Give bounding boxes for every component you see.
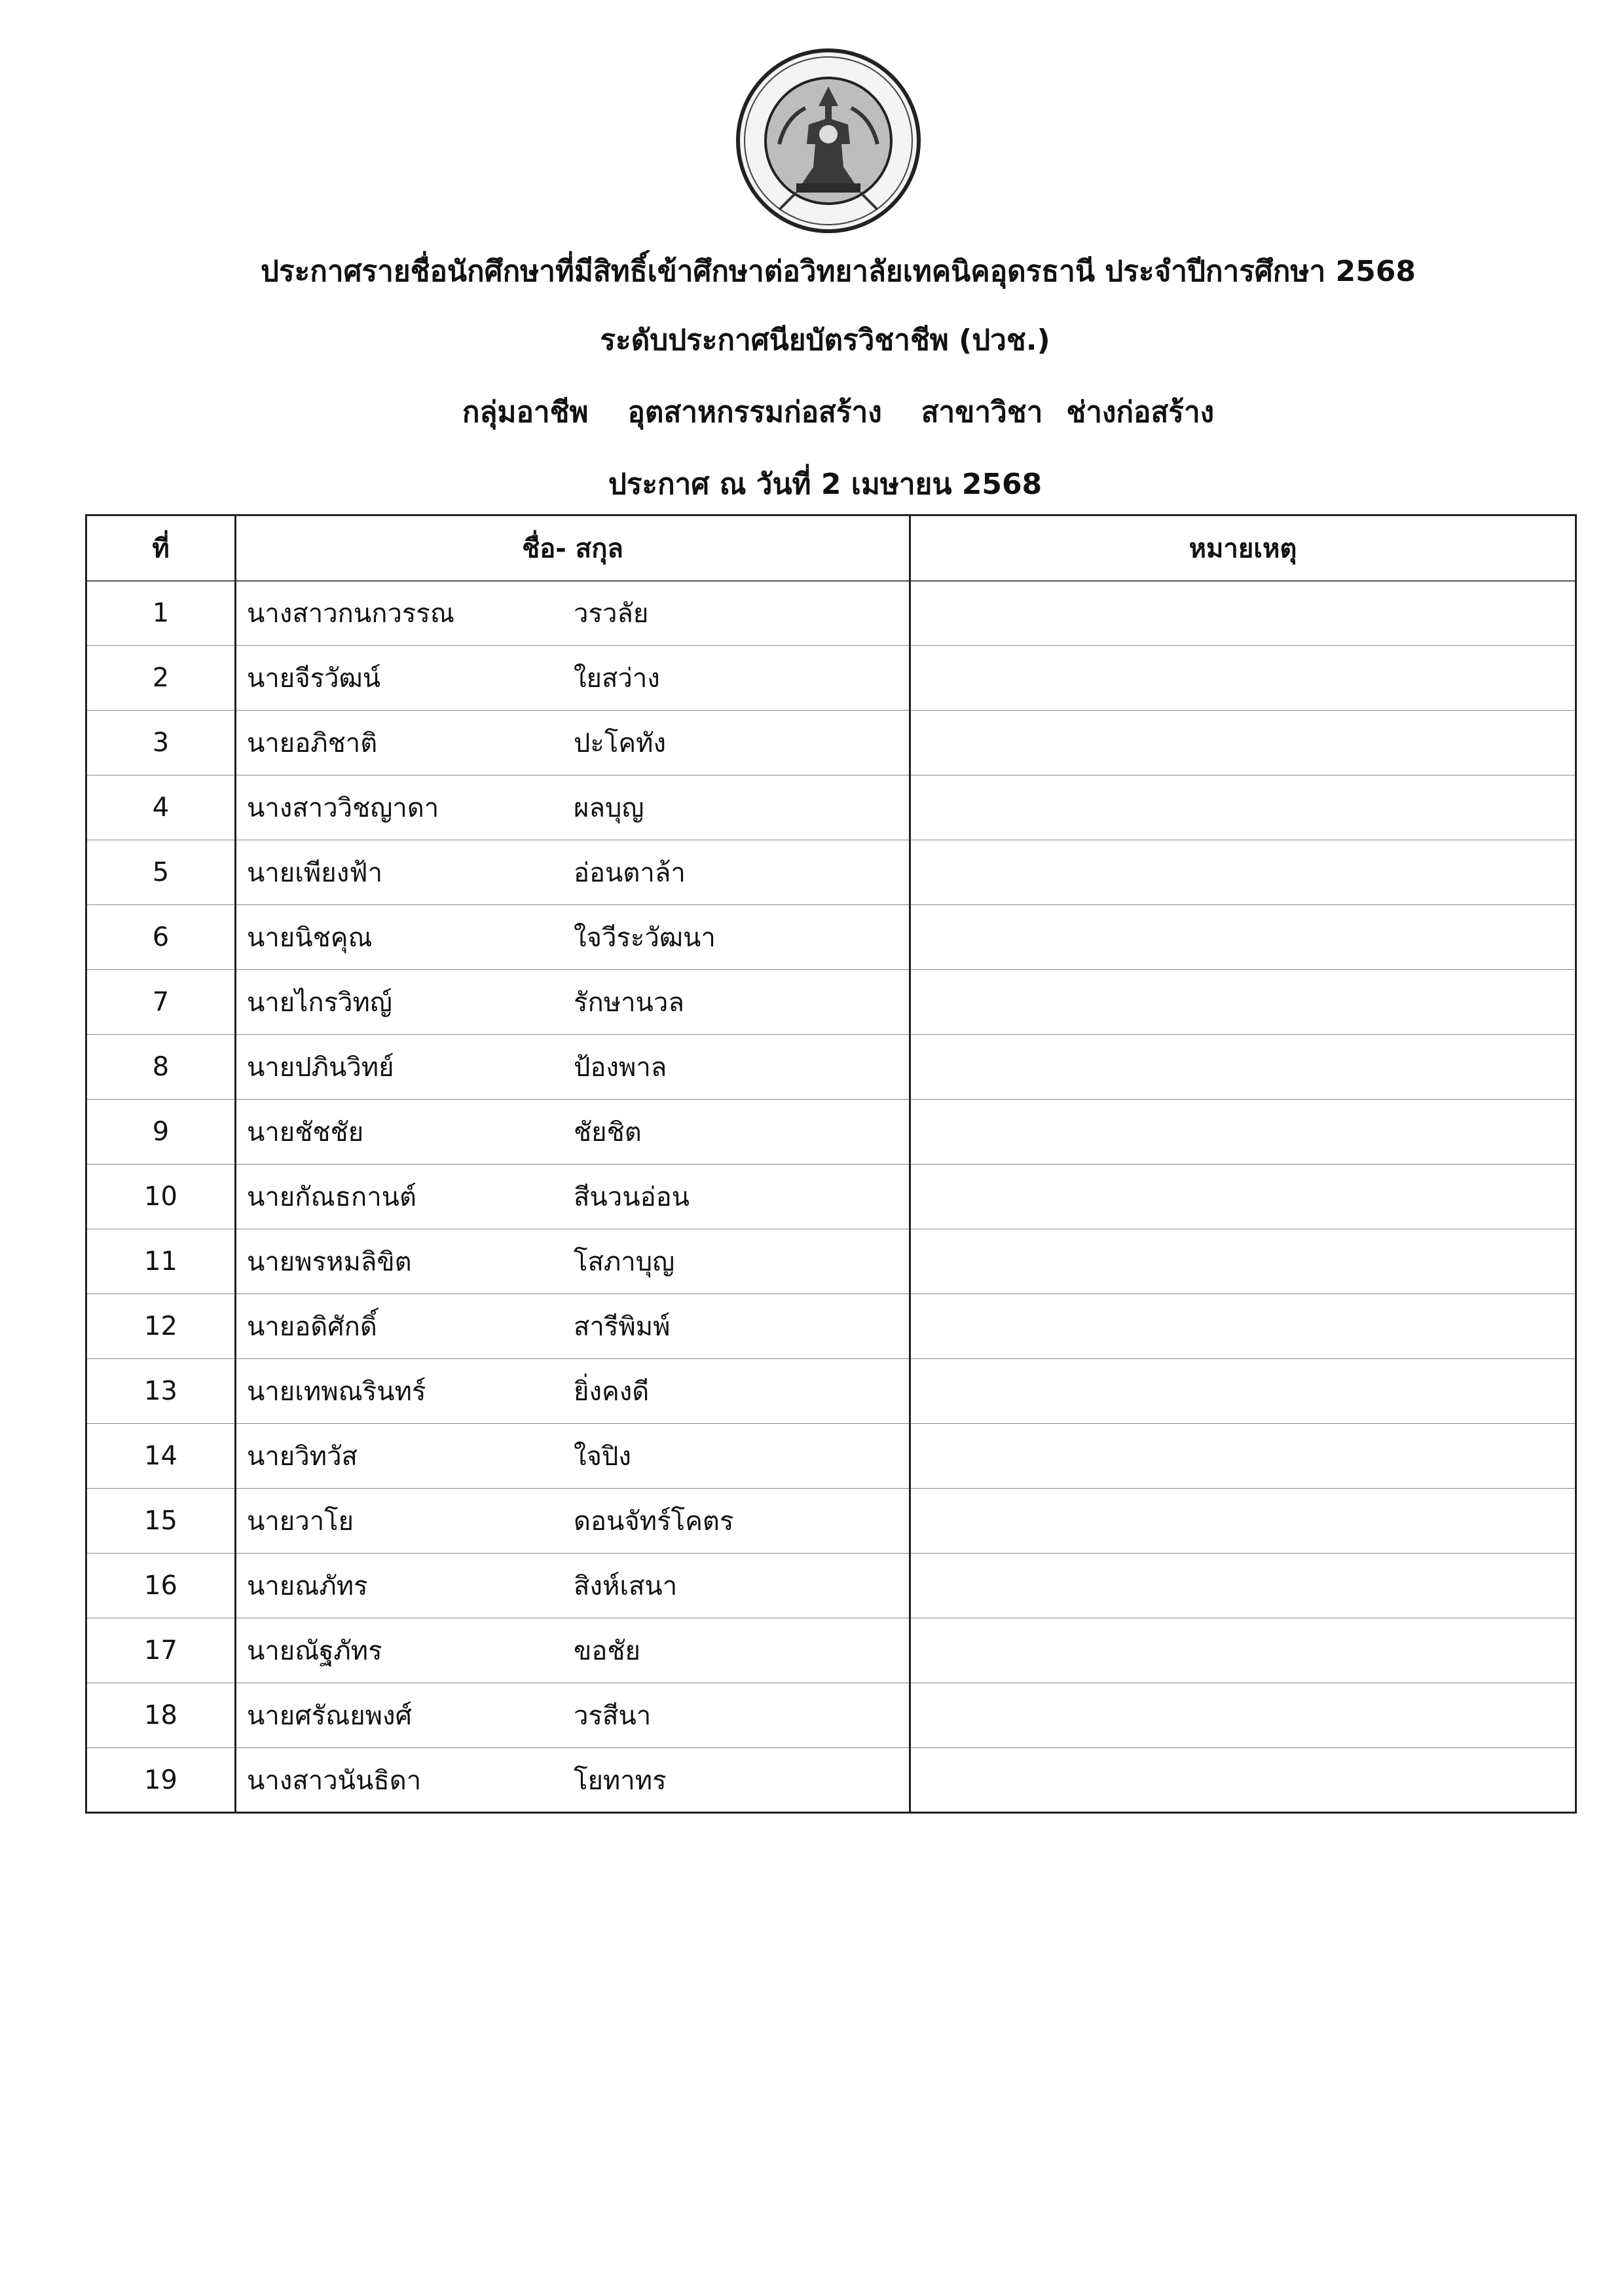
student-name (236, 840, 910, 905)
student-name (236, 1035, 910, 1100)
note-cell (910, 1035, 1576, 1100)
note-cell (910, 1489, 1576, 1554)
first-name: นายเพียงฟ้า (247, 858, 383, 888)
table-row (86, 970, 1576, 1035)
first-name: นายชัชชัย (247, 1117, 364, 1147)
table-row (86, 1683, 1576, 1748)
first-name: นายวิทวัส (247, 1442, 358, 1472)
note-cell (910, 1618, 1576, 1683)
last-name: วรสีนา (574, 1701, 652, 1731)
last-name: สารีพิมพ์ (574, 1312, 671, 1342)
first-name: นางสาวนันธิดา (247, 1765, 422, 1796)
column-header-no: ที่ (86, 515, 236, 581)
student-name (236, 581, 910, 646)
first-name: นางสาววิชญาดา (247, 793, 439, 823)
table-row (86, 1294, 1576, 1359)
student-name (236, 646, 910, 711)
note-cell (910, 1554, 1576, 1618)
last-name: ขอชัย (574, 1636, 640, 1666)
first-name: นายวาโย (247, 1506, 354, 1537)
last-name: ใจวีระวัฒนา (574, 923, 716, 953)
table-row (86, 646, 1576, 711)
first-name: นายไกรวิทญ์ (247, 988, 392, 1018)
first-name: นางสาวกนกวรรณ (247, 599, 454, 629)
table-row (86, 1618, 1576, 1683)
first-name: นายนิชคุณ (247, 923, 373, 953)
note-cell (910, 1424, 1576, 1489)
table-row (86, 840, 1576, 905)
last-name: ใจปิง (574, 1442, 631, 1472)
note-cell (910, 1165, 1576, 1229)
table-row (86, 905, 1576, 970)
first-name: นายณัฐภัทร (247, 1636, 382, 1666)
student-name (236, 1489, 910, 1554)
first-name: นายอดิศักดิ์ (247, 1312, 377, 1342)
first-name: นายกัณธกานต์ (247, 1182, 416, 1212)
last-name: โสภาบุญ (574, 1247, 675, 1277)
note-cell (910, 711, 1576, 775)
student-name (236, 1100, 910, 1165)
student-name (236, 775, 910, 840)
occupation-group-label: กลุ่มอาชีพ (462, 396, 589, 429)
student-name (236, 1683, 910, 1748)
column-header-name: ชื่อ- สกุล (236, 515, 910, 581)
first-name: นายจีรวัฒน์ (247, 663, 381, 694)
note-cell (910, 840, 1576, 905)
table-row (86, 1424, 1576, 1489)
row-number: 17 (86, 1618, 236, 1683)
note-cell (910, 581, 1576, 646)
student-name (236, 905, 910, 970)
row-number: 10 (86, 1165, 236, 1229)
table-row (86, 1359, 1576, 1424)
first-name: นายศรัณยพงศ์ (247, 1701, 412, 1731)
last-name: รักษานวล (574, 988, 684, 1018)
last-name: ปะโคทัง (574, 728, 667, 758)
program-line (26, 393, 1624, 432)
row-number: 19 (86, 1748, 236, 1813)
note-cell (910, 775, 1576, 840)
table-row (86, 1165, 1576, 1229)
row-number: 15 (86, 1489, 236, 1554)
row-number: 13 (86, 1359, 236, 1424)
row-number: 7 (86, 970, 236, 1035)
first-name: นายณภัทร (247, 1571, 368, 1601)
last-name: ชัยชิต (574, 1117, 642, 1147)
row-number: 8 (86, 1035, 236, 1100)
certificate-level: ระดับประกาศนียบัตรวิชาชีพ (ปวช.) (600, 324, 1050, 357)
row-number: 2 (86, 646, 236, 711)
note-cell (910, 905, 1576, 970)
row-number: 6 (86, 905, 236, 970)
table-row (86, 581, 1576, 646)
student-name (236, 711, 910, 775)
last-name: อ่อนตาล้า (574, 858, 686, 888)
student-name (236, 1229, 910, 1294)
row-number: 3 (86, 711, 236, 775)
row-number: 1 (86, 581, 236, 646)
note-cell (910, 970, 1576, 1035)
student-name (236, 970, 910, 1035)
last-name: ดอนจัทร์โคตร (574, 1506, 734, 1537)
column-header-note: หมายเหตุ (910, 515, 1576, 581)
table-row (86, 1100, 1576, 1165)
table-row (86, 1748, 1576, 1813)
major-value: ช่างก่อสร้าง (1066, 396, 1215, 429)
student-name (236, 1554, 910, 1618)
table-row (86, 775, 1576, 840)
last-name: ยิ่งคงดี (574, 1377, 650, 1407)
note-cell (910, 1229, 1576, 1294)
note-cell (910, 1359, 1576, 1424)
announcement-date: ประกาศ ณ วันที่ 2 เมษายน 2568 (608, 468, 1043, 501)
row-number: 18 (86, 1683, 236, 1748)
table-row (86, 1229, 1576, 1294)
first-name: นายปภินวิทย์ (247, 1053, 394, 1083)
occupation-group-value: อุตสาหกรรมก่อสร้าง (627, 396, 882, 429)
table-header-row (86, 515, 1576, 581)
first-name: นายพรหมลิขิต (247, 1247, 412, 1277)
row-number: 16 (86, 1554, 236, 1618)
first-name: นายอภิชาติ (247, 728, 378, 758)
note-cell (910, 1748, 1576, 1813)
student-name (236, 1294, 910, 1359)
last-name: วรวลัย (574, 599, 649, 629)
table-row (86, 711, 1576, 775)
row-number: 5 (86, 840, 236, 905)
table-row (86, 1554, 1576, 1618)
student-name (236, 1618, 910, 1683)
table-row (86, 1489, 1576, 1554)
college-seal-logo (733, 46, 923, 236)
last-name: โยทาทร (574, 1765, 667, 1796)
student-name (236, 1359, 910, 1424)
announcement-title: ประกาศรายชื่อนักศึกษาที่มีสิทธิ์เข้าศึกษาต่อวิทยาลัยเทคนิคอุดรธานี ประจำปีการศึกษา 2568 (261, 255, 1416, 288)
row-number: 11 (86, 1229, 236, 1294)
student-name (236, 1424, 910, 1489)
last-name: ผลบุญ (574, 793, 644, 823)
last-name: ป้องพาล (574, 1053, 667, 1083)
table-row (86, 1035, 1576, 1100)
major-label: สาขาวิชา (921, 396, 1043, 429)
student-name (236, 1165, 910, 1229)
last-name: สิงห์เสนา (574, 1571, 678, 1601)
note-cell (910, 1100, 1576, 1165)
note-cell (910, 1294, 1576, 1359)
last-name: สีนวนอ่อน (574, 1182, 690, 1212)
row-number: 4 (86, 775, 236, 840)
row-number: 12 (86, 1294, 236, 1359)
student-roster-table (85, 514, 1577, 1814)
note-cell (910, 1683, 1576, 1748)
row-number: 9 (86, 1100, 236, 1165)
student-name (236, 1748, 910, 1813)
last-name: ใยสว่าง (574, 663, 660, 694)
first-name: นายเทพณรินทร์ (247, 1377, 426, 1407)
row-number: 14 (86, 1424, 236, 1489)
note-cell (910, 646, 1576, 711)
